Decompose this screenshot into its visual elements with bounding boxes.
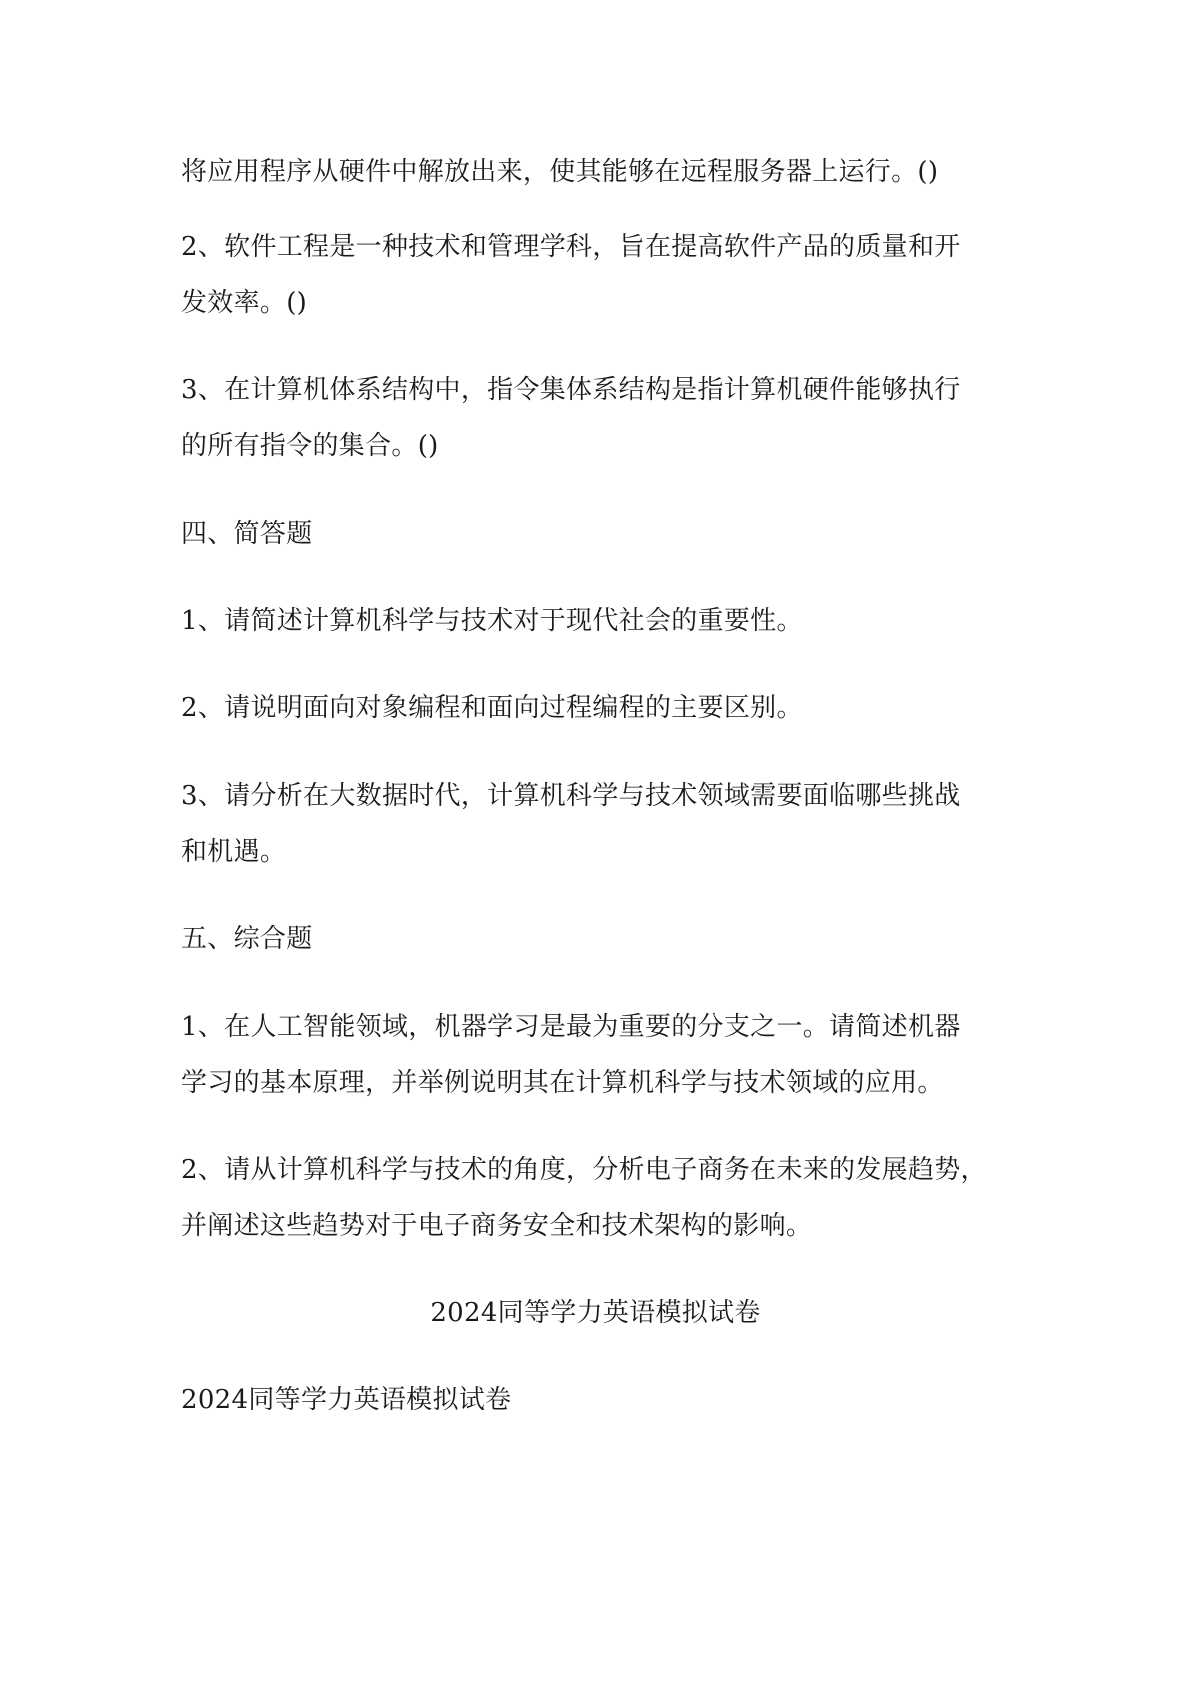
section-heading-comprehensive: 五、综合题 [181,924,313,954]
document-title-left: 2024同等学力英语模拟试卷 [181,1385,512,1415]
question-sa-1: 1、请简述计算机科学与技术对于现代社会的重要性。 [181,606,803,636]
question-tf-2-line-1: 2、软件工程是一种技术和管理学科，旨在提高软件产品的质量和开 [181,232,961,262]
question-comp-1-line-1: 1、在人工智能领域，机器学习是最为重要的分支之一。请简述机器 [181,1012,961,1042]
question-sa-3-line-2: 和机遇。 [181,837,287,867]
section-heading-short-answer: 四、简答题 [181,519,313,549]
question-tf-2-line-2: 发效率。() [181,288,308,318]
question-comp-2-line-2: 并阐述这些趋势对于电子商务安全和技术架构的影响。 [181,1211,813,1241]
question-comp-2-line-1: 2、请从计算机科学与技术的角度，分析电子商务在未来的发展趋势， [181,1155,987,1185]
question-comp-1-line-2: 学习的基本原理，并举例说明其在计算机科学与技术领域的应用。 [181,1068,944,1098]
question-sa-2: 2、请说明面向对象编程和面向过程编程的主要区别。 [181,693,803,723]
paragraph-line: 将应用程序从硬件中解放出来，使其能够在远程服务器上运行。() [181,157,939,187]
question-tf-3-line-2: 的所有指令的集合。() [181,431,439,461]
document-title-centered: 2024同等学力英语模拟试卷 [430,1298,761,1328]
question-sa-3-line-1: 3、请分析在大数据时代，计算机科学与技术领域需要面临哪些挑战 [181,781,961,811]
question-tf-3-line-1: 3、在计算机体系结构中，指令集体系结构是指计算机硬件能够执行 [181,375,961,405]
